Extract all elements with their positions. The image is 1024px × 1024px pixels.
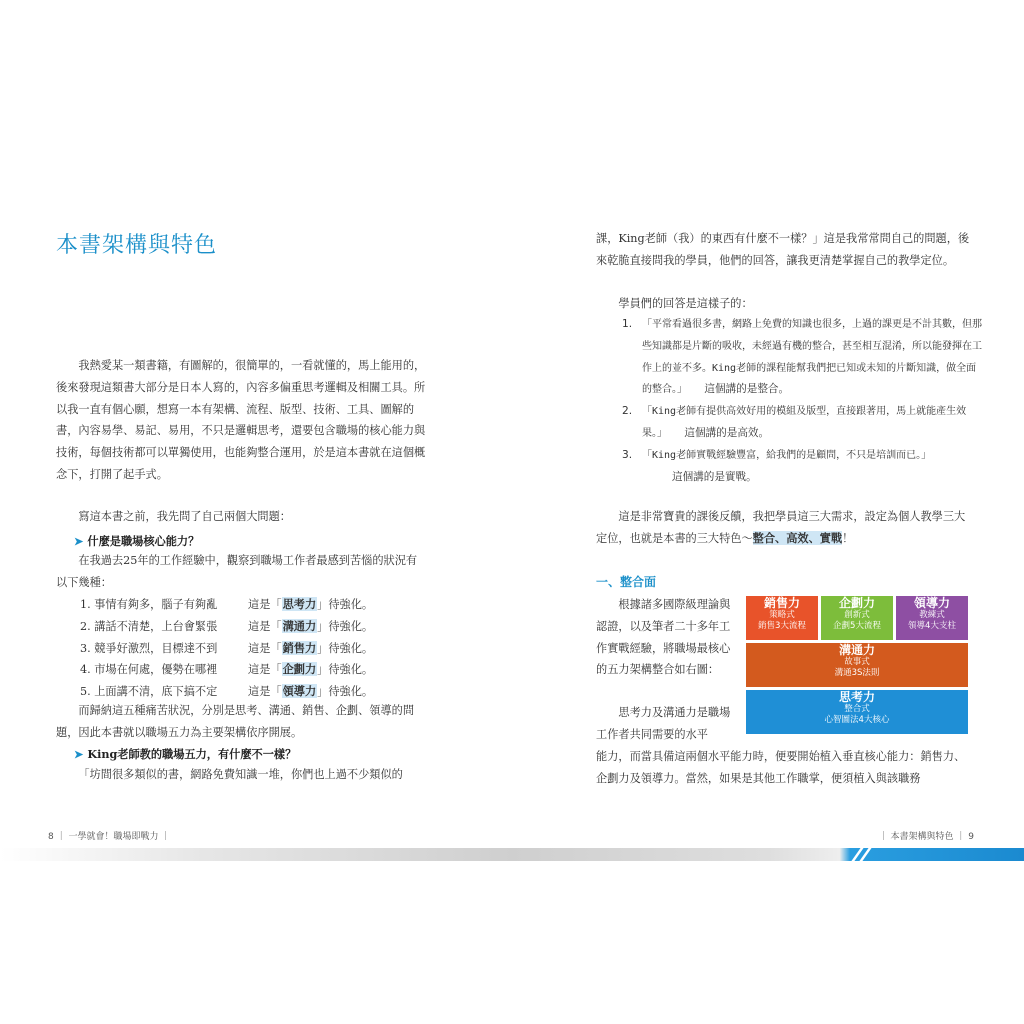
question-1-text: 什麼是職場核心能力？ bbox=[87, 534, 200, 548]
page-footer-right: ｜ 本書架構與特色 ｜ 9 bbox=[878, 832, 974, 842]
footer-bar-right bbox=[512, 848, 1024, 861]
section-text: 根據諸多國際級理論與認證，以及筆者二十多年工作實戰經驗，將職場最核心的五力架構整合如右圖： bbox=[596, 598, 731, 677]
feedback-paragraph: 這是非常寶貴的課後反饋，我把學員這三大需求，設定為個人教學三大定位，也就是本書的三大特色～整合、高效、實戰！ bbox=[596, 510, 966, 545]
question-1 bbox=[74, 533, 199, 549]
planning-power-box: 企劃力 創新式 企劃5大流程 bbox=[821, 596, 893, 640]
right-page bbox=[512, 0, 1024, 1024]
page-footer-left: 8 ｜ 一學就會！職場即戰力 ｜ bbox=[48, 832, 171, 842]
answer-item: 3. 「King老師實戰經驗豐富，給我們的是顧問，不只是培訓而已。」 這個講的是實戰。 bbox=[622, 448, 932, 483]
answer-item: 2. 「King老師有提供高效好用的模組及版型，直接跟著用，馬上就能產生效果。」 這個講的是高效。 bbox=[622, 405, 967, 439]
arrow-icon: ➤ bbox=[74, 747, 84, 761]
arrow-icon: ➤ bbox=[74, 534, 84, 548]
question-2-text: King老師教的職場五力，有什麼不一樣？ bbox=[87, 747, 297, 761]
summary-paragraph: 而歸納這五種痛苦狀況，分別是思考、溝通、銷售、企劃、領導的問題，因此本書就以職場五力為主要架構依序開展。 bbox=[56, 704, 415, 739]
section-heading: 一、整合面 bbox=[596, 575, 657, 589]
list-item: 1. 事情有夠多，腦子有夠亂 這是「思考力」待強化。 bbox=[80, 597, 374, 611]
continued-paragraph: 課，King老師（我）的東西有什麼不一樣？」這是我常常問自己的問題，後來乾脆直接問我的學員，他們的回答，讓我更清楚掌握自己的教學定位。 bbox=[596, 232, 970, 267]
list-item: 3. 競爭好激烈，目標達不到 這是「銷售力」待強化。 bbox=[80, 640, 374, 655]
question-1-answer: 在我過去25年的工作經驗中，觀察到職場工作者最感到苦惱的狀況有以下幾種： bbox=[56, 554, 418, 589]
chapter-title: 本書架構與特色 bbox=[56, 233, 218, 258]
communication-power-box: 溝通力 故事式 溝通3S法則 bbox=[746, 643, 968, 687]
five-powers-diagram bbox=[746, 596, 968, 736]
before-text: 寫這本書之前，我先問了自己兩個大問題： bbox=[78, 510, 291, 523]
highlight: 溝通力 bbox=[282, 618, 317, 633]
list-item: 4. 市場在何處，優勢在哪裡 這是「企劃力」待強化。 bbox=[80, 662, 374, 677]
section-text-2: 思考力及溝通力是職場工作者共同需要的水平 bbox=[596, 706, 731, 741]
student-answers bbox=[622, 314, 982, 488]
question-2 bbox=[74, 746, 296, 762]
highlight: 思考力 bbox=[282, 597, 317, 611]
intro-paragraph: 我熱愛某一類書籍，有圖解的，很簡單的，一看就懂的，馬上能用的，後來發現這類書大部分是日本人寫的，內容多偏重思考邏輯及相關工具。所以我一直有個心願，想寫一本有架構、流程、版型、技術、工具、圖解的書，內容易學、易記、易用，不只是邏輯思考，還要包含職場的核心能力與技術，每個技術都可以單獨使用，也能夠整合運用，於是這本書就在這個概念下，打開了起手式。 bbox=[56, 359, 426, 481]
thinking-power-box: 思考力 整合式 心智圖法4大核心 bbox=[746, 690, 968, 734]
answer-item: 1. 「平常看過很多書，網路上免費的知識也很多，上過的課更是不計其數，但那些知識都是片斷的吸收，未經過有機的整合，甚至相互混淆，所以能發揮在工作上的並不多。King老師的課程能幫我們把已知或未知的片斷知識，做全面的整合。」 這個講的是整合。 bbox=[622, 318, 982, 396]
highlight: 銷售力 bbox=[282, 640, 317, 655]
section-text-3: 能力，而當具備這兩個水平能力時，便要開始植入垂直核心能力：銷售力、企劃力及領導力。當然，如果是其他工作職掌，便須植入與該職務 bbox=[596, 750, 966, 785]
list-item: 5. 上面講不清，底下搞不定 這是「領導力」待強化。 bbox=[80, 684, 374, 699]
footer-bar-left bbox=[0, 848, 512, 861]
sales-power-box: 銷售力 策略式 銷售3大流程 bbox=[746, 596, 818, 640]
features-highlight: 整合、高效、實戰 bbox=[752, 530, 843, 545]
highlight: 企劃力 bbox=[282, 662, 317, 677]
leadership-power-box: 領導力 教練式 領導4大支柱 bbox=[896, 596, 968, 640]
list-item: 2. 講話不清楚，上台會緊張 這是「溝通力」待強化。 bbox=[80, 618, 374, 633]
students-intro: 學員們的回答是這樣子的： bbox=[618, 297, 753, 310]
pain-points-list bbox=[80, 594, 373, 703]
question-2-answer: 「坊間很多類似的書，網路免費知識一堆，你們也上過不少類似的 bbox=[78, 768, 403, 781]
highlight: 領導力 bbox=[282, 684, 317, 699]
